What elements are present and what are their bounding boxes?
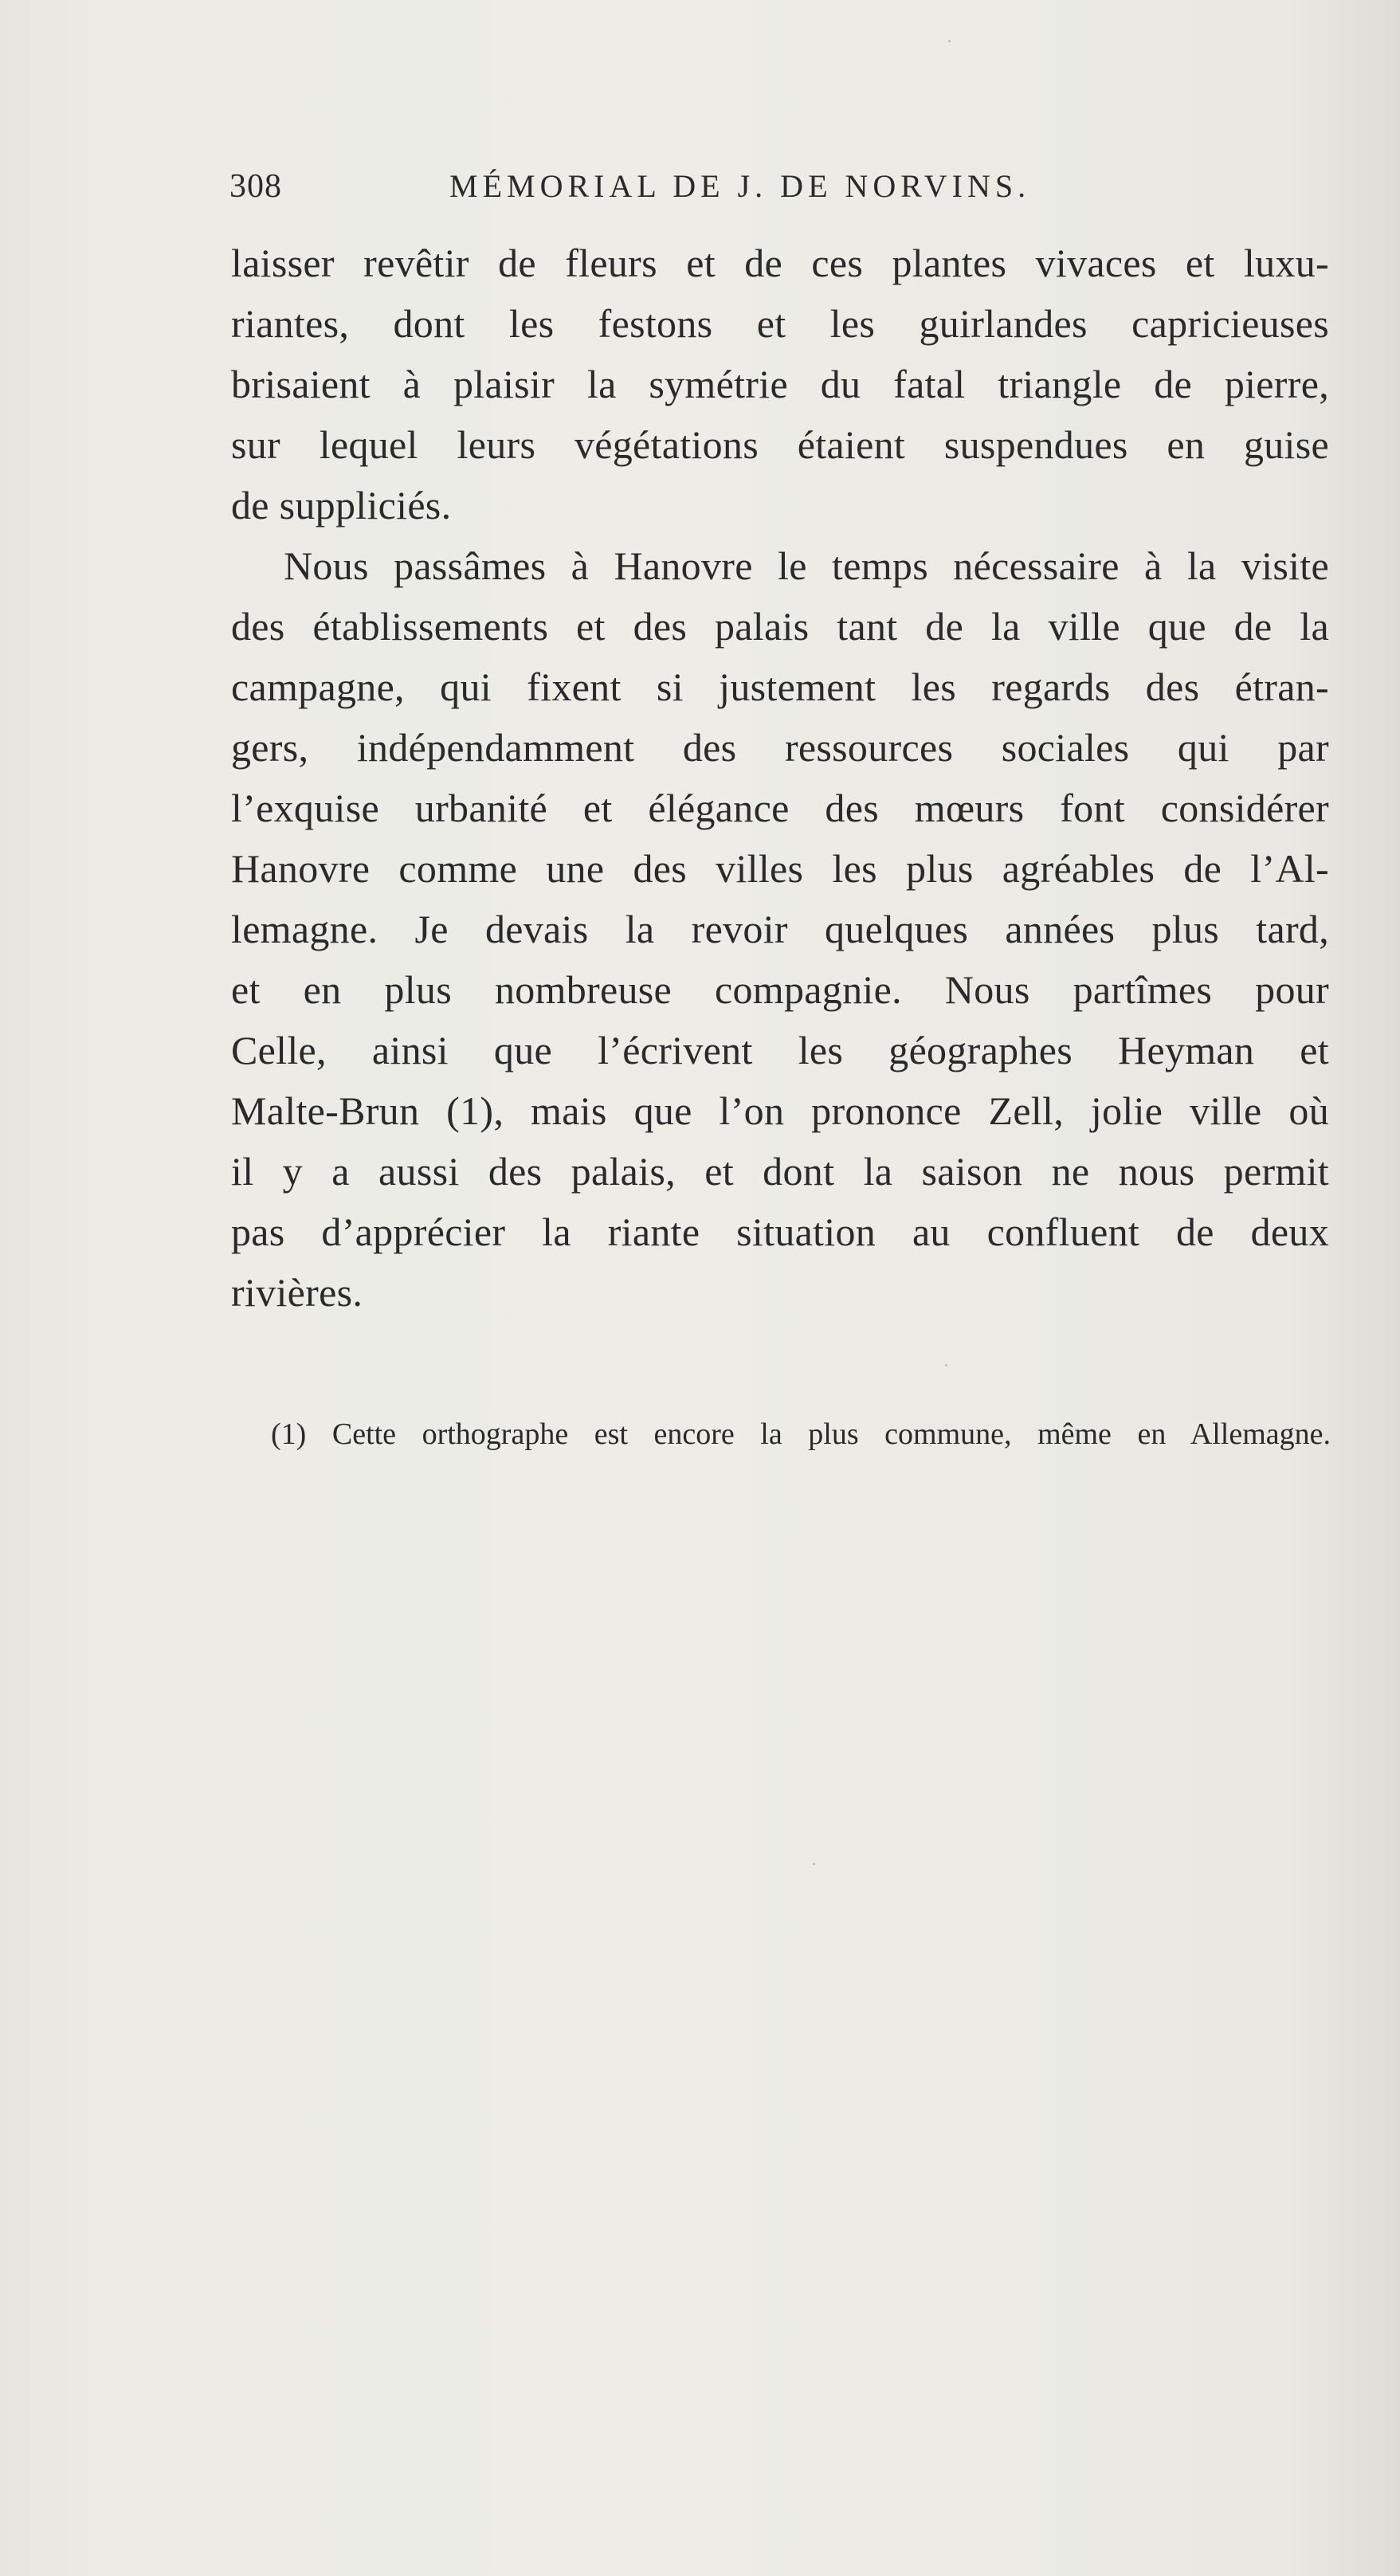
running-title: MÉMORIAL DE J. DE NORVINS. — [449, 168, 1031, 204]
text-line: de suppliciés. — [231, 483, 452, 527]
text-line: laisser revêtir de fleurs et de ces plantes vivaces et luxu- — [231, 241, 1329, 285]
paper-speck — [813, 1863, 815, 1865]
text-line: pas d’apprécier la riante situation au confluent de deux — [231, 1210, 1329, 1254]
text-line: campagne, qui fixent si justement les regards des étran- — [231, 665, 1329, 709]
page-number: 308 — [229, 168, 282, 205]
text-line: rivières. — [231, 1270, 363, 1315]
text-line: brisaient à plaisir la symétrie du fatal triangle de pierre, — [231, 362, 1329, 406]
text-line: sur lequel leurs végétations étaient suspendues en guise — [231, 422, 1329, 467]
page-header — [229, 167, 1106, 215]
text-line: Malte-Brun (1), mais que l’on prononce Zell, jolie ville où — [231, 1088, 1329, 1133]
paragraph — [231, 535, 1329, 1323]
text-line: gers, indépendamment des ressources sociales qui par — [231, 725, 1329, 770]
text-line: Celle, ainsi que l’écrivent les géographes Heyman et — [231, 1028, 1329, 1072]
text-line: et en plus nombreuse compagnie. Nous partîmes pour — [231, 967, 1329, 1012]
text-line: il y a aussi des palais, et dont la saison ne nous permit — [231, 1149, 1329, 1194]
text-line: Hanovre comme une des villes les plus agréables de l’Al- — [231, 846, 1329, 891]
footnote: (1) Cette orthographe est encore la plus commune, même en Allemagne. — [271, 1417, 1331, 1451]
paper-speck — [948, 40, 951, 42]
text-line: Nous passâmes à Hanovre le temps nécessaire à la visite — [284, 543, 1329, 588]
paper-speck — [945, 1364, 947, 1366]
text-line: riantes, dont les festons et les guirlandes capricieuses — [231, 301, 1329, 346]
paragraph — [231, 233, 1329, 535]
body-text — [231, 233, 1329, 1323]
text-line: des établissements et des palais tant de la ville que de la — [231, 604, 1329, 649]
text-line: l’exquise urbanité et élégance des mœurs font considérer — [231, 786, 1329, 830]
text-line: lemagne. Je devais la revoir quelques années plus tard, — [231, 907, 1329, 951]
